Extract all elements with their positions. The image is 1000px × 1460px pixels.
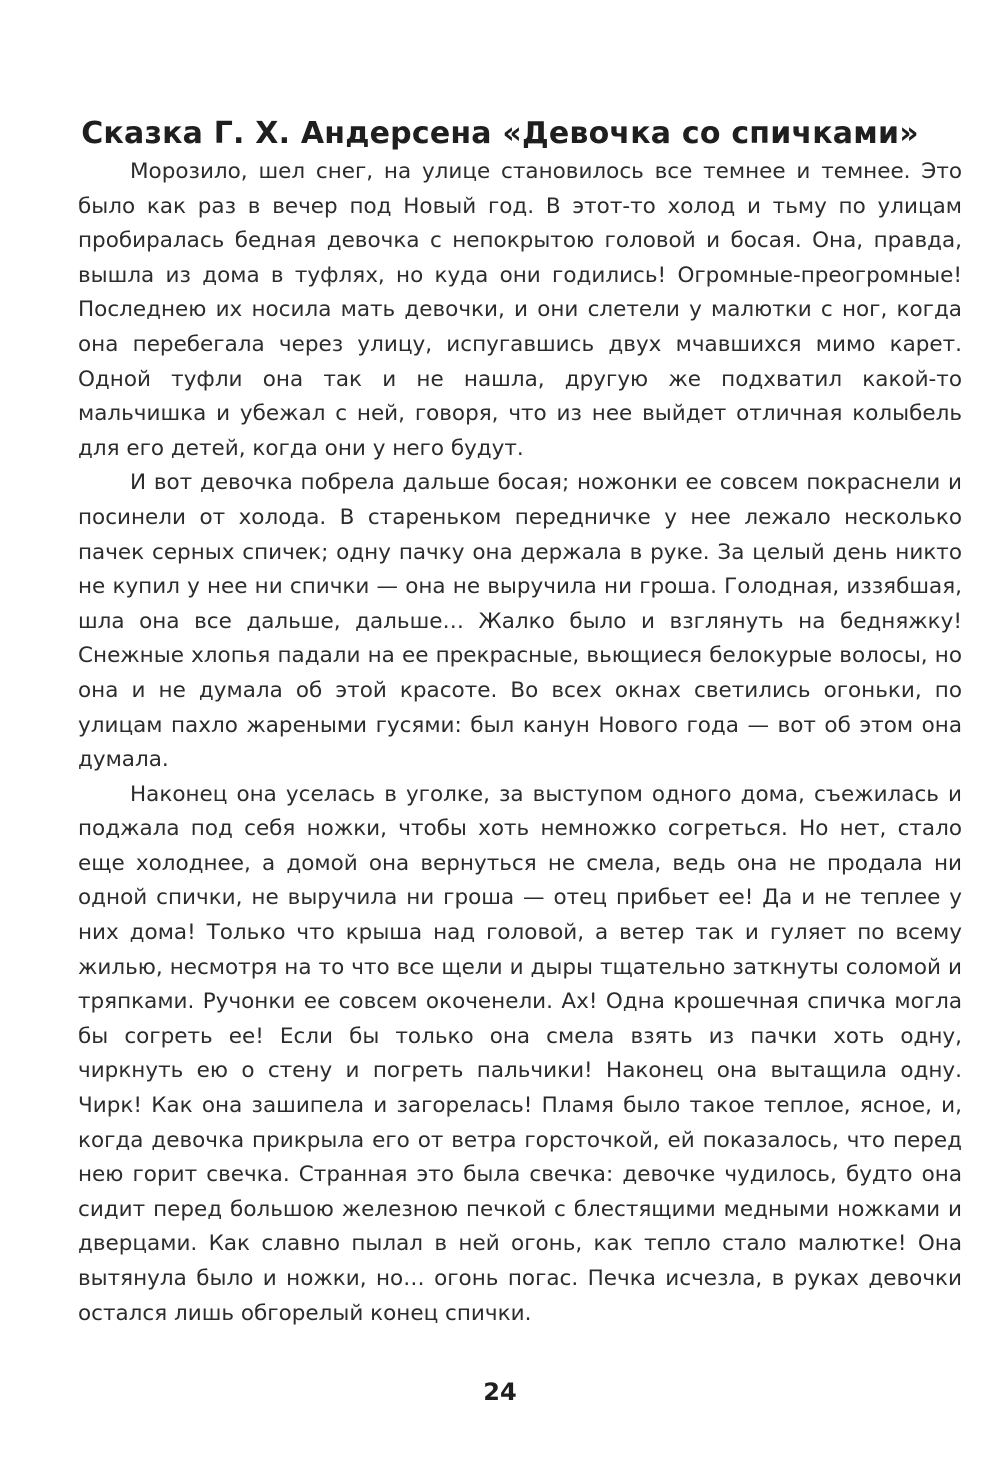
page-number: 24 bbox=[483, 1378, 517, 1406]
paragraph-1: Морозило, шел снег, на улице становилось все темнее и темнее. Это было как раз в вечер под Новый год. В этот-то холод и тьму по улицам пробиралась бедная девочка с непокрытою головой и босая. Она, правда, вышла из дома в туфлях, но куда они годились! Огромные-преогромные! Последнею их носила мать девочки, и они слетели у малютки с ног, когда она перебегала через улицу, испугавшись двух мчавшихся мимо карет. Одной туфли она так и не нашла, другую же подхватил какой-то мальчишка и убежал с ней, говоря, что из нее выйдет отличная колыбель для его детей, когда они у него будут. bbox=[78, 159, 962, 461]
paragraph-3: Наконец она уселась в уголке, за выступом одного дома, съежилась и поджала под себя ножки, чтобы хоть немножко согреться. Но нет, стало еще холоднее, а домой она вернуться не смела, ведь она не продала ни одной спички, не выручила ни гроша — отец прибьет ее! Да и не теплее у них дома! Только что крыша над головой, а ветер так и гуляет по всему жилью, несмотря на то что все щели и дыры тщательно заткнуты соломой и тряпками. Ручонки ее совсем окоченели. Ах! Одна крошечная спичка могла бы согреть ее! Если бы только она смела взять из пачки хоть одну, чиркнуть ею о стену и погреть пальчики! Наконец она вытащила одну. Чирк! Как она зашипела и загорелась! Пламя было такое теплое, ясное, и, когда девочка прикрыла его от ветра горсточкой, ей показалось, что перед нею горит свечка. Странная это была свечка: девочке чудилось, будто она сидит перед большою железною печкой с блестящими медными ножками и дверцами. Как славно пылал в ней огонь, как тепло стало малютке! Она вытянула было и ножки, но… огонь погас. Печка исчезла, в руках девочки остался лишь обгорелый конец спички. bbox=[78, 781, 962, 1326]
story-title: Сказка Г. Х. Андерсена «Девочка со спичками» bbox=[81, 116, 919, 152]
paragraph-2: И вот девочка побрела дальше босая; ножонки ее совсем покраснели и посинели от холода. В стареньком передничке у нее лежало несколько пачек серных спичек; одну пачку она держала в руке. За целый день никто не купил у нее ни спички — она не выручила ни гроша. Голодная, иззябшая, шла она все дальше, дальше… Жалко было и взглянуть на бедняжку! Снежные хлопья падали на ее прекрасные, вьющиеся белокурые волосы, но она и не думала об этой красоте. Во всех окнах светились огоньки, по улицам пахло жареными гусями: был канун Нового года — вот об этом она думала. bbox=[78, 470, 962, 773]
story-body bbox=[78, 155, 962, 1331]
